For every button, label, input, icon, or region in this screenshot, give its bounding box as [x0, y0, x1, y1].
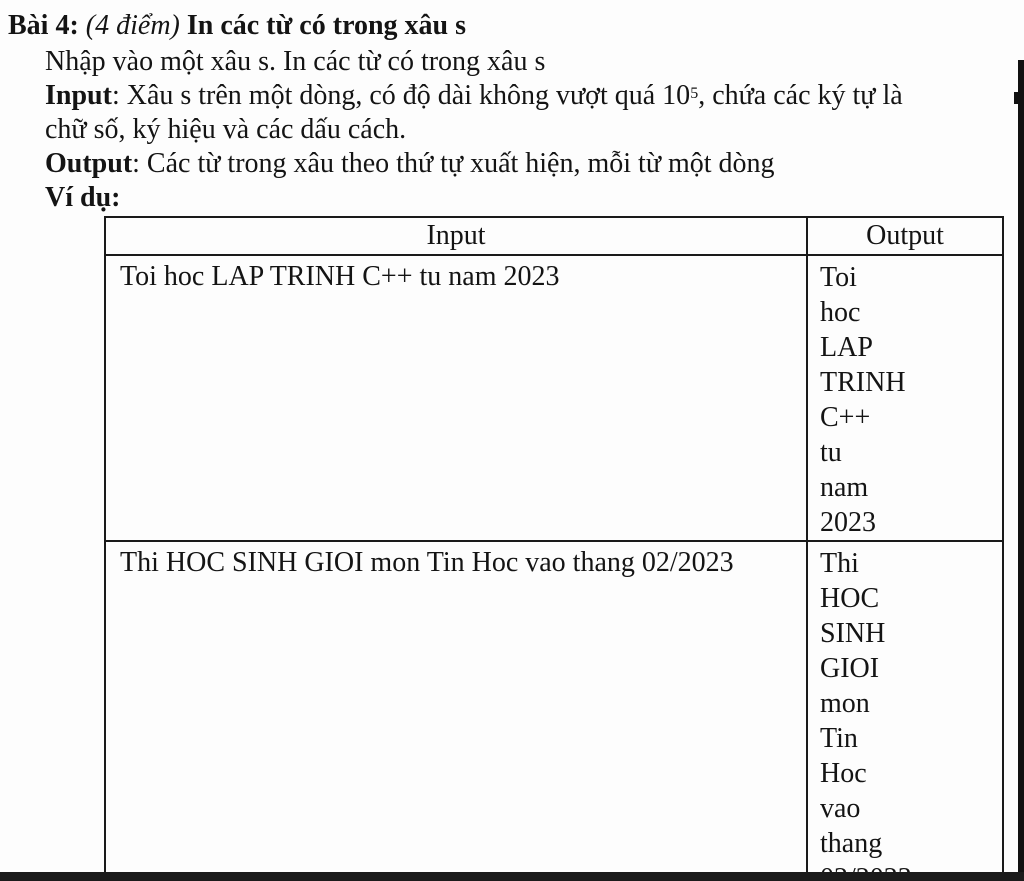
example-input-text: Thi HOC SINH GIOI mon Tin Hoc vao thang 02/2023 [120, 547, 734, 578]
input-spec-text: : Xâu s trên một dòng, có độ dài không vượt quá 10 [111, 80, 691, 111]
output-word: Hoc [820, 758, 867, 789]
problem-title-line [8, 10, 466, 42]
table-row [105, 255, 1003, 541]
problem-number: Bài 4: [8, 10, 79, 41]
table-row [105, 541, 1003, 881]
right-edge-bar [1018, 60, 1024, 881]
output-word: Toi [820, 262, 857, 293]
output-word: TRINH [820, 367, 906, 398]
output-spec-line [45, 148, 775, 180]
output-label: Output [45, 148, 133, 179]
output-word: GIOI [820, 653, 880, 684]
bottom-edge-bar [0, 872, 1024, 881]
input-spec-continuation: chữ số, ký hiệu và các dấu cách. [45, 114, 407, 145]
output-word: nam [820, 472, 869, 503]
input-label: Input [45, 80, 112, 111]
example-input-cell [105, 541, 807, 881]
example-output-cell [807, 541, 1003, 881]
input-spec-power: 5 [690, 85, 699, 102]
problem-points: (4 điểm) [85, 10, 180, 41]
output-spec-text: : Các từ trong xâu theo thứ tự xuất hiện, mỗi từ một dòng [132, 148, 775, 179]
table-header-input: Input [105, 217, 807, 255]
table-header-row [105, 217, 1003, 255]
example-input-cell [105, 255, 807, 541]
output-word: LAP [820, 332, 873, 363]
output-word: mon [820, 688, 870, 719]
table-header-output: Output [807, 217, 1003, 255]
output-word: SINH [820, 618, 886, 649]
problem-title: In các từ có trong xâu s [186, 10, 467, 41]
output-word: thang [820, 828, 883, 859]
example-output-cell [807, 255, 1003, 541]
example-output-list [820, 546, 1002, 881]
output-word: Tin [820, 723, 858, 754]
input-spec-text-after: , chứa các ký tự là [698, 80, 903, 111]
example-label: Ví dụ: [45, 182, 121, 213]
output-word: C++ [820, 402, 871, 433]
problem-statement: Nhập vào một xâu s. In các từ có trong xâu s [45, 46, 546, 77]
example-output-list [820, 260, 1002, 540]
example-table [104, 216, 1004, 881]
example-input-text: Toi hoc LAP TRINH C++ tu nam 2023 [120, 261, 560, 292]
output-word: tu [820, 437, 842, 468]
output-word: hoc [820, 297, 861, 328]
output-word: vao [820, 793, 861, 824]
output-word: HOC [820, 583, 880, 614]
output-word: 2023 [820, 507, 876, 538]
output-word: Thi [820, 548, 859, 579]
input-spec-line [45, 80, 903, 112]
